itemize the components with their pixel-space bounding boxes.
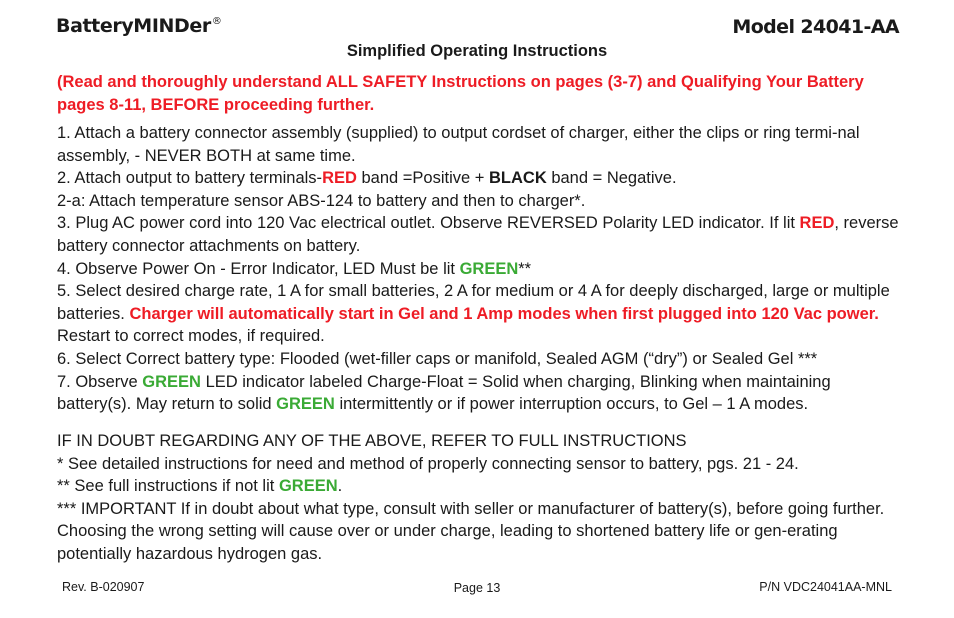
- step-7-text: intermittently or if power interruption occurs, to Gel – 1 A modes.: [334, 395, 809, 414]
- footnote-1: * See detailed instructions for need and method of properly connecting sensor to battery, pgs. 21 - 24.: [57, 454, 799, 473]
- step-3: [57, 212, 907, 257]
- footnote-2-text: ** See full instructions if not lit: [57, 477, 279, 496]
- brand-logo: [56, 15, 221, 37]
- step-5-text: 5. Select desired charge rate, 1 A for small batteries, 2 A for medium or 4 A for deeply discharged, large or multiple batteries.: [57, 282, 890, 323]
- step-4-text: 4. Observe Power On - Error Indicator, LED Must be lit: [57, 259, 460, 278]
- step-5-text: Restart to correct modes, if required.: [57, 327, 325, 346]
- green-label: GREEN: [459, 259, 519, 278]
- footnote-3: *** IMPORTANT If in doubt about what type, consult with seller or manufacturer of battery(s), before going further. Choosing the wrong setting will cause over or under charge, leading to shortened battery life or gen-erating potentially hazardous hydrogen gas.: [57, 499, 885, 563]
- step-2-text: 2. Attach output to battery terminals-: [57, 169, 323, 188]
- registered-mark: ®: [211, 16, 222, 27]
- step-3-text: 3. Plug AC power cord into 120 Vac electrical outlet. Observe REVERSED Polarity LED indicator. If lit: [57, 214, 800, 233]
- safety-warning: (Read and thoroughly understand ALL SAFETY Instructions on pages (3-7) and Qualifying Your Battery pages 8-11, BEFORE proceeding further.: [57, 73, 864, 114]
- green-label: GREEN: [278, 477, 338, 496]
- step-5: [57, 280, 907, 348]
- step-4: [57, 258, 907, 281]
- step-2: [57, 167, 907, 190]
- step-4-text: **: [518, 259, 532, 278]
- instructions-body: [57, 122, 907, 416]
- green-label: GREEN: [276, 395, 335, 414]
- red-label: RED: [799, 214, 835, 233]
- gel-mode-warning: Charger will automatically start in Gel and 1 Amp modes when first plugged into 120 Vac power.: [129, 304, 879, 323]
- black-label: BLACK: [489, 169, 547, 188]
- footnote-2: [57, 475, 907, 498]
- step-2-text: band =Positive +: [356, 169, 489, 188]
- step-6: 6. Select Correct battery type: Flooded (wet-filler caps or manifold, Sealed AGM (“dry”) or Sealed Gel ***: [57, 349, 818, 368]
- page-subtitle: Simplified Operating Instructions: [346, 42, 608, 60]
- step-7: [57, 371, 907, 416]
- step-7-text: 7. Observe: [57, 372, 143, 391]
- step-2-text: band = Negative.: [546, 169, 677, 188]
- red-label: RED: [322, 169, 357, 188]
- step-2a: 2-a: Attach temperature sensor ABS-124 to battery and then to charger*.: [57, 191, 586, 210]
- model-number: Model 24041-AA: [732, 16, 899, 38]
- step-1: 1. Attach a battery connector assembly (supplied) to output cordset of charger, either the clips or ring termi-nal assembly, - NEVER BOTH at same time.: [57, 124, 860, 165]
- step-7-text: LED indicator labeled Charge-Float = Solid when charging, Blinking when maintaining battery(s). May return to solid: [57, 372, 831, 414]
- notes-section: [57, 430, 907, 566]
- footnote-2-text: .: [337, 477, 343, 496]
- doubt-note: IF IN DOUBT REGARDING ANY OF THE ABOVE, REFER TO FULL INSTRUCTIONS: [57, 432, 687, 450]
- step-3-text: , reverse battery connector attachments on battery.: [57, 214, 899, 255]
- brand-name: BatteryMINDer: [56, 15, 211, 37]
- page-number: Page 13: [453, 581, 501, 595]
- part-number: P/N VDC24041AA-MNL: [759, 580, 892, 594]
- green-label: GREEN: [142, 372, 201, 391]
- revision-label: Rev. B-020907: [62, 580, 145, 594]
